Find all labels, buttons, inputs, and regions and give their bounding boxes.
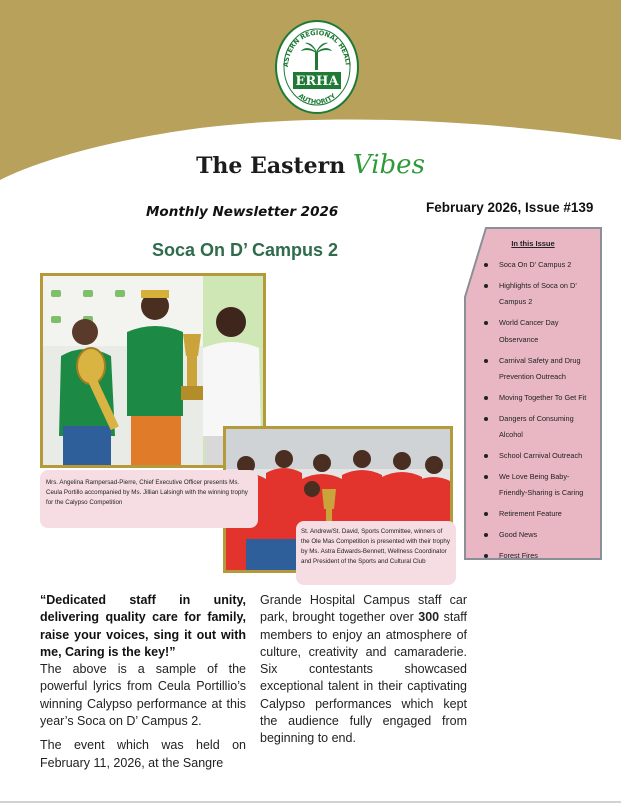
- svg-text:EASTERN REGIONAL HEALTH: ASTERN REGIONAL HEALT: [281, 28, 352, 68]
- toc-item[interactable]: School Carnival Outreach: [482, 448, 597, 465]
- toc-item[interactable]: Good News: [482, 527, 597, 544]
- article-column-1: [40, 592, 246, 772]
- article-headline: Soca On D’ Campus 2: [152, 240, 339, 260]
- photo-caption-2: St. Andrew/St. David, Sports Committee, winners of the Ole Mas Competition is presented with their trophy by Ms. Astra Edwards-Bennett, Wellness Coordinator and President of the Sports and Cultural Club: [296, 521, 456, 585]
- toc-item[interactable]: Retirement Feature: [482, 506, 597, 523]
- toc-item[interactable]: Dangers of Consuming Alcohol: [482, 411, 597, 444]
- toc-item[interactable]: Moving Together To Get Fit: [482, 390, 597, 407]
- attendance-count: 300: [418, 610, 440, 625]
- in-this-issue-sidebar: [464, 227, 602, 560]
- photo-caption-1: Mrs. Angelina Rampersad-Pierre, Chief Executive Officer presents Ms. Ceula Portillo accompanied by Ms. Jillian Lalsingh with the winning trophy for the Calypso Competition: [40, 470, 258, 528]
- toc-item[interactable]: Carnival Safety and Drug Prevention Outreach: [482, 353, 597, 386]
- toc-item[interactable]: Highlights of Soca on D’ Campus 2: [482, 278, 597, 311]
- svg-text:ERHA: ERHA: [295, 74, 339, 89]
- article-text: Grande Hospital Campus staff car park, brought together over: [260, 593, 467, 625]
- toc-item[interactable]: Forest Fires: [482, 548, 597, 565]
- svg-text:AUTHORITY: AUTHORITY: [296, 91, 338, 107]
- erha-logo: [275, 20, 359, 114]
- article-quote: “Dedicated staff in unity, delivering quality care for family, raise your voices, sing it out with me, Caring is the key!”: [40, 593, 246, 659]
- article-paragraph: The event which was held on February 11, 2026, at the Sangre: [40, 738, 246, 770]
- sidebar-title: In this Issue: [511, 239, 555, 248]
- article-column-2: [260, 592, 467, 748]
- masthead-title: [0, 150, 621, 180]
- masthead-part1: The Eastern: [196, 153, 353, 179]
- toc-item[interactable]: World Cancer Day Observance: [482, 315, 597, 348]
- newsletter-subtitle: Monthly Newsletter 2026: [146, 204, 339, 220]
- toc-item[interactable]: Soca On D’ Campus 2: [482, 257, 597, 274]
- article-text: staff members to enjoy an atmosphere of culture, creativity and camaraderie. Six contestants showcased exceptional talent in their captivating Calypso performances which kept the audience fully engaged from beginning to end.: [260, 610, 467, 746]
- masthead-part2: Vibes: [352, 150, 425, 180]
- footer-divider: [0, 801, 621, 803]
- issue-number: February 2026, Issue #139: [426, 200, 594, 215]
- toc-list: [482, 257, 597, 564]
- toc-item[interactable]: We Love Being Baby-Friendly-Sharing is Caring: [482, 469, 597, 502]
- article-paragraph: The above is a sample of the powerful lyrics from Ceula Portillio’s winning Calypso performance at this year’s Soca on D’ Campus 2.: [40, 662, 246, 729]
